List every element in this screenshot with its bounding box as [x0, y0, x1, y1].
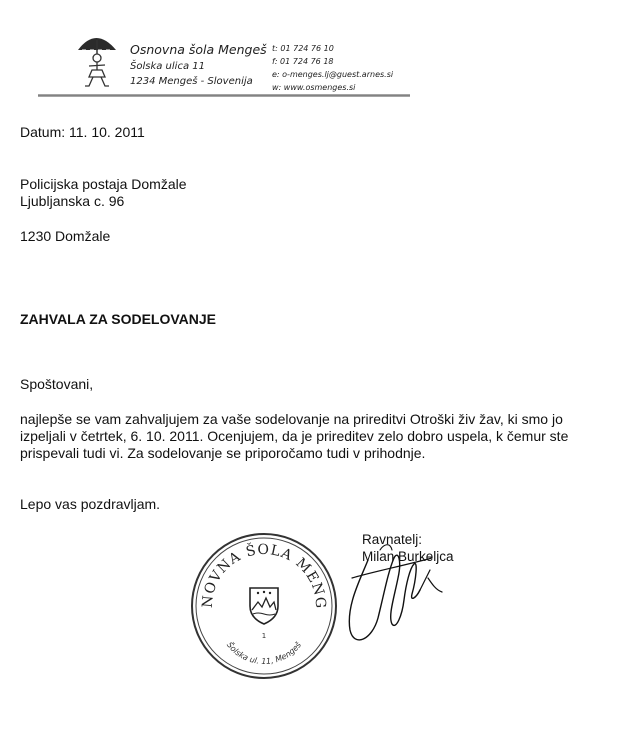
school-phone: t: 01 724 76 10 [272, 44, 334, 53]
letterhead-divider [38, 94, 410, 97]
school-stamp [181, 518, 340, 682]
recipient-name: Policijska postaja Domžale [20, 176, 187, 192]
school-fax: f: 01 724 76 18 [272, 57, 334, 66]
letter-date: Datum: 11. 10. 2011 [20, 124, 145, 140]
stamp-top-text: OSNOVNA ŠOLA MENGEŠ [181, 518, 329, 610]
letter-salutation: Spoštovani, [20, 376, 94, 392]
letter-closing: Lepo vas pozdravljam. [20, 496, 161, 512]
signatory-role: Ravnatelj: [362, 532, 423, 547]
recipient-city: 1230 Domžale [20, 228, 111, 244]
letter-body [20, 411, 620, 462]
letter-body-line: prispevali tudi vi. Za sodelovanje se priporočamo tudi v prihodnje. [20, 445, 426, 461]
letter-subject: ZAHVALA ZA SODELOVANJE [20, 311, 217, 327]
handwritten-signature [332, 520, 452, 650]
school-email: e: o-menges.lj@guest.arnes.si [272, 70, 394, 79]
svg-text:Šolska ul. 11, Mengeš [225, 639, 304, 666]
school-address-city: 1234 Mengeš - Slovenija [130, 76, 253, 87]
stamp-bottom-text: Šolska ul. 11, Mengeš [224, 640, 304, 667]
school-address-street: Šolska ulica 11 [130, 61, 205, 72]
school-name: Osnovna šola Mengeš [130, 42, 267, 57]
school-website: w: www.osmenges.si [272, 83, 356, 92]
stamp-number: 1 [261, 632, 267, 640]
recipient-street: Ljubljanska c. 96 [20, 193, 125, 209]
coat-of-arms-icon [250, 588, 278, 624]
letter-body-line: najlepše se vam zahvaljujem za vaše sodelovanje na prireditvi Otroški živ žav, ki smo jo [20, 411, 563, 427]
svg-text:OSNOVNA ŠOLA MENGEŠ [182, 516, 328, 610]
letter-body-line: izpeljali v četrtek, 6. 10. 2011. Ocenjujem, da je prireditev zelo dobro uspela, k čemur ste [20, 428, 569, 444]
signatory-name: Milan Burkeljca [362, 549, 454, 564]
school-logo-icon [72, 28, 120, 90]
